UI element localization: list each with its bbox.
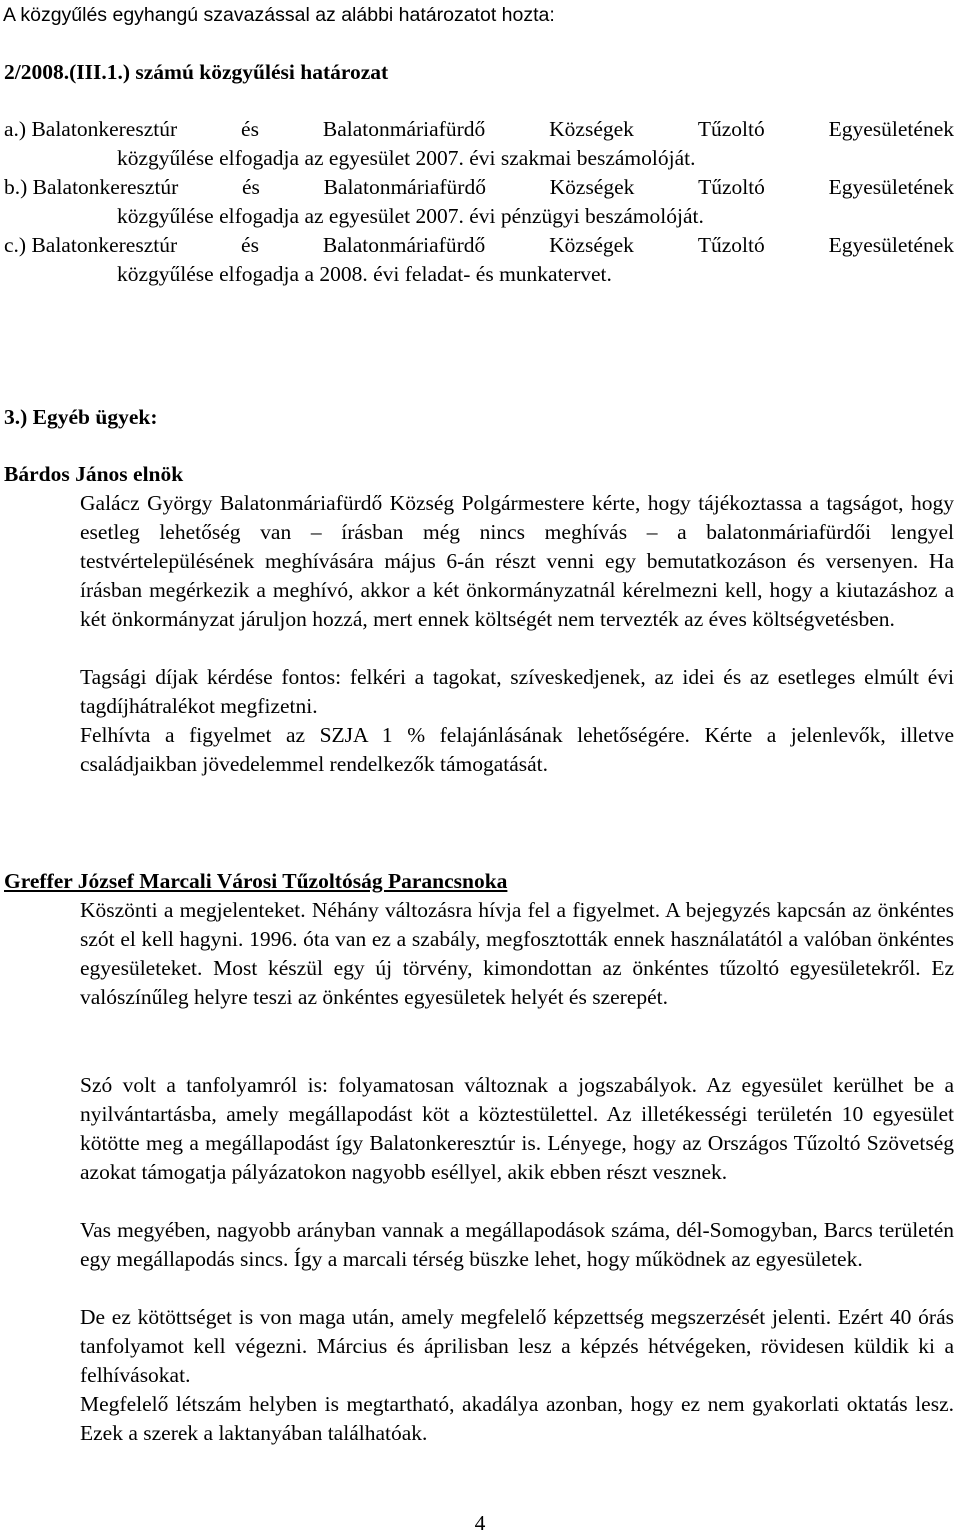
paragraph: Tagsági díjak kérdése fontos: felkéri a tagokat, szíveskedjenek, az idei és az esetleges elmúlt évi tagdíjhátralékot megfizetni. xyxy=(80,665,954,718)
resolution-item-word: és xyxy=(241,117,259,141)
resolution-item-word: Balatonmáriafürdő xyxy=(322,233,486,257)
resolution-item-word: Községek xyxy=(549,117,634,141)
resolution-item-marker-word: b.) Balatonkeresztúr xyxy=(4,175,179,199)
resolution-item-line2: közgyűlése elfogadja az egyesület 2007. évi szakmai beszámolóját. xyxy=(117,146,696,170)
resolution-item-word: Egyesületének xyxy=(828,117,954,141)
speaker-heading: Greffer József Marcali Városi Tűzoltóság Parancsnoka xyxy=(4,869,508,893)
resolution-item-word: Balatonmáriafürdő xyxy=(322,117,486,141)
resolution-item-b xyxy=(4,173,954,231)
paragraph: Köszönti a megjelenteket. Néhány változásra hívja fel a figyelmet. A bejegyzés kapcsán az önkéntes szót el kell hagyni. 1996. óta van ez a szabály, megfosztották ennek használatától a valóban önkéntes egyesületeket. Most készül egy új törvény, kimondottan az önkéntes tűzoltó egyesületekről. Ez valószínűleg helyre teszi az önkéntes egyesületek helyét és szerepét. xyxy=(80,898,954,1009)
resolution-item-word: Tűzoltó xyxy=(698,175,765,199)
resolution-item-line2: közgyűlése elfogadja a 2008. évi feladat- és munkatervet. xyxy=(117,262,612,286)
paragraph: Vas megyében, nagyobb arányban vannak a megállapodások száma, dél-Somogyban, Barcs területén egy megállapodás sincs. Így a marcali térség büszke lehet, hogy működnek az egyesületek. xyxy=(80,1218,954,1271)
resolution-item-marker-word: a.) Balatonkeresztúr xyxy=(4,117,178,141)
speaker-heading: Bárdos János elnök xyxy=(4,462,184,486)
resolution-item-line2: közgyűlése elfogadja az egyesület 2007. évi pénzügyi beszámolóját. xyxy=(117,204,704,228)
resolution-item-c xyxy=(4,231,954,289)
paragraph: De ez kötöttséget is von maga után, amely megfelelő képzettség megszerzését jelenti. Ezért 40 órás tanfolyamot kell végezni. Március és áprilisban lesz a képzés hétvégeken, rövidesen küldik ki a felhívásokat. xyxy=(80,1305,954,1387)
resolution-item-marker-word: c.) Balatonkeresztúr xyxy=(4,233,178,257)
resolution-item-word: és xyxy=(242,175,260,199)
page-number: 4 xyxy=(474,1511,486,1535)
paragraph: Megfelelő létszám helyben is megtartható, akadálya azonban, hogy ez nem gyakorlati oktatás lesz. Ezek a szerek a laktanyában találhatóak. xyxy=(80,1392,954,1445)
section-heading: 3.) Egyéb ügyek: xyxy=(4,405,158,429)
resolution-item-line1 xyxy=(4,115,954,144)
resolution-item-word: Községek xyxy=(549,175,635,199)
resolution-item-word: Tűzoltó xyxy=(697,233,765,257)
resolution-item-word: Egyesületének xyxy=(828,233,954,257)
resolution-item-word: Balatonmáriafürdő xyxy=(323,175,486,199)
resolution-item-word: és xyxy=(241,233,259,257)
resolution-title: 2/2008.(III.1.) számú közgyűlési határozat xyxy=(4,60,389,84)
paragraph: Galácz György Balatonmáriafürdő Község Polgármestere kérte, hogy tájékoztassa a tagságot, hogy esetleg lehetőség van – írásban még nincs meghívás – a balatonmáriafürdői lengyel testvértelepülésének meghívására május 6-án részt venni egy bemutatkozáson és versenyen. Ha írásban megérkezik a meghívó, akkor a két önkormányzatnál kérelmezni kell, hogy a kiutazáshoz a két önkormányzat járuljon hozzá, mert ennek költségét nem tervezték az éves költségvetésben. xyxy=(80,491,954,631)
resolution-item-line1 xyxy=(4,231,954,260)
resolution-item-word: Egyesületének xyxy=(828,175,954,199)
paragraph: Felhívta a figyelmet az SZJA 1 % felajánlásának lehetőségére. Kérte a jelenlevők, illetve családjaikban jövedelemmel rendelkezők támogatását. xyxy=(80,723,954,776)
intro-text: A közgyűlés egyhangú szavazással az alábbi határozatot hozta: xyxy=(3,4,555,26)
resolution-item-word: Községek xyxy=(549,233,634,257)
resolution-item-word: Tűzoltó xyxy=(697,117,765,141)
paragraph: Szó volt a tanfolyamról is: folyamatosan változnak a jogszabályok. Az egyesület kerülhet be a nyilvántartásba, amely megállapodást köt a köztestülettel. Az illetékességi területén 10 egyesület kötötte meg a megállapodást így Balatonkeresztúr is. Lényege, hogy az Országos Tűzoltó Szövetség azokat támogatja pályázatokon nagyobb eséllyel, akik ebben részt vesznek. xyxy=(80,1073,954,1184)
resolution-item-line1 xyxy=(4,173,954,202)
resolution-item-a xyxy=(4,115,954,173)
